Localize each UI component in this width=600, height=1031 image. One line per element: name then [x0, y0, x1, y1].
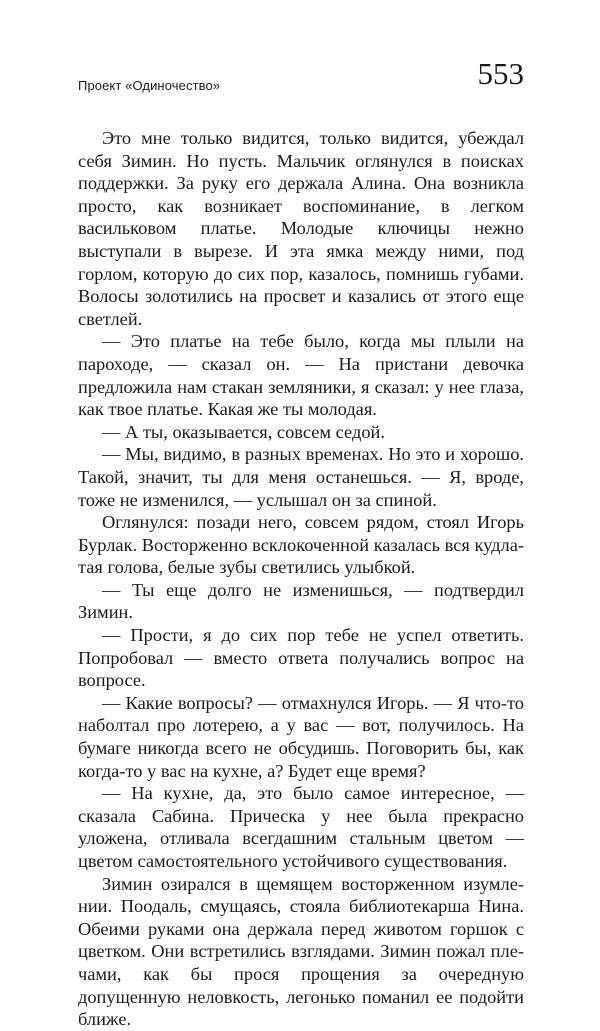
paragraph: Зимин озирался в щемящем восторженном изумлении. Поодаль, смущаясь, стояла библиотекарша Нина. Обеими руками она держала перед животом горшок с цветком. Они встретились взглядами. Зимин пожал плечами, как бы прося прощения за очередную допущенную неловкость, легонько поманил ее подойти ближе. [78, 873, 524, 1030]
paragraph: — Это платье на тебе было, когда мы плыли на пароходе, — сказал он. — На пристани девочка предложила нам стакан земляники, я сказал: у нее глаза, как твое платье. Какая же ты молодая. [78, 331, 524, 420]
paragraph: — Ты еще долго не изменишься, — подтвердил Зимин. [78, 579, 524, 623]
body-text [78, 127, 524, 1031]
paragraph: — Прости, я до сих пор тебе не успел ответить. Попробовал — вместо ответа получались вопрос на вопросе. [78, 625, 524, 691]
paragraph: — А ты, оказывается, совсем седой. [102, 421, 385, 442]
paragraph: — Мы, видимо, в разных временах. Но это и хорошо. Такой, значит, ты для меня останешься. — Я, вроде, тоже не изменился, — услышал он за спиной. [78, 444, 524, 510]
paragraph: Это мне только видится, только видится, убеждал себя Зимин. Но пусть. Мальчик оглянулся в поисках поддержки. За руку его держала Алина. Она возникла просто, как возникает воспоминание, в легком васильковом платье. Молодые ключицы нежно выступали в вырезе. И эта ямка между ними, под горлом, которую до сих пор, казалось, помнишь губами. Волосы золотились на просвет и казались от этого еще светлей. [78, 128, 524, 329]
paragraph: Оглянулся: позади него, совсем рядом, стоял Игорь Бурлак. Восторженно всклокоченной казалась вся кудлатая голова, белые зубы светились улыбкой. [78, 512, 524, 578]
page-number: 553 [477, 56, 524, 91]
running-title: Проект «Одиночество» [78, 78, 221, 93]
paragraph: — Какие вопросы? — отмахнулся Игорь. — Я что-то наболтал про лотерею, а у вас — вот, получилось. На бумаге никогда всего не обсудишь. Поговорить бы, как когда-то у вас на кухне, а? Будет еще время? [78, 692, 524, 781]
paragraph: — На кухне, да, это было самое интересное, — сказала Сабина. Прическа у нее была прекрасно уложена, отливала всегдашним стальным цветом — цветом самостоятельного устойчивого существования. [78, 783, 524, 871]
